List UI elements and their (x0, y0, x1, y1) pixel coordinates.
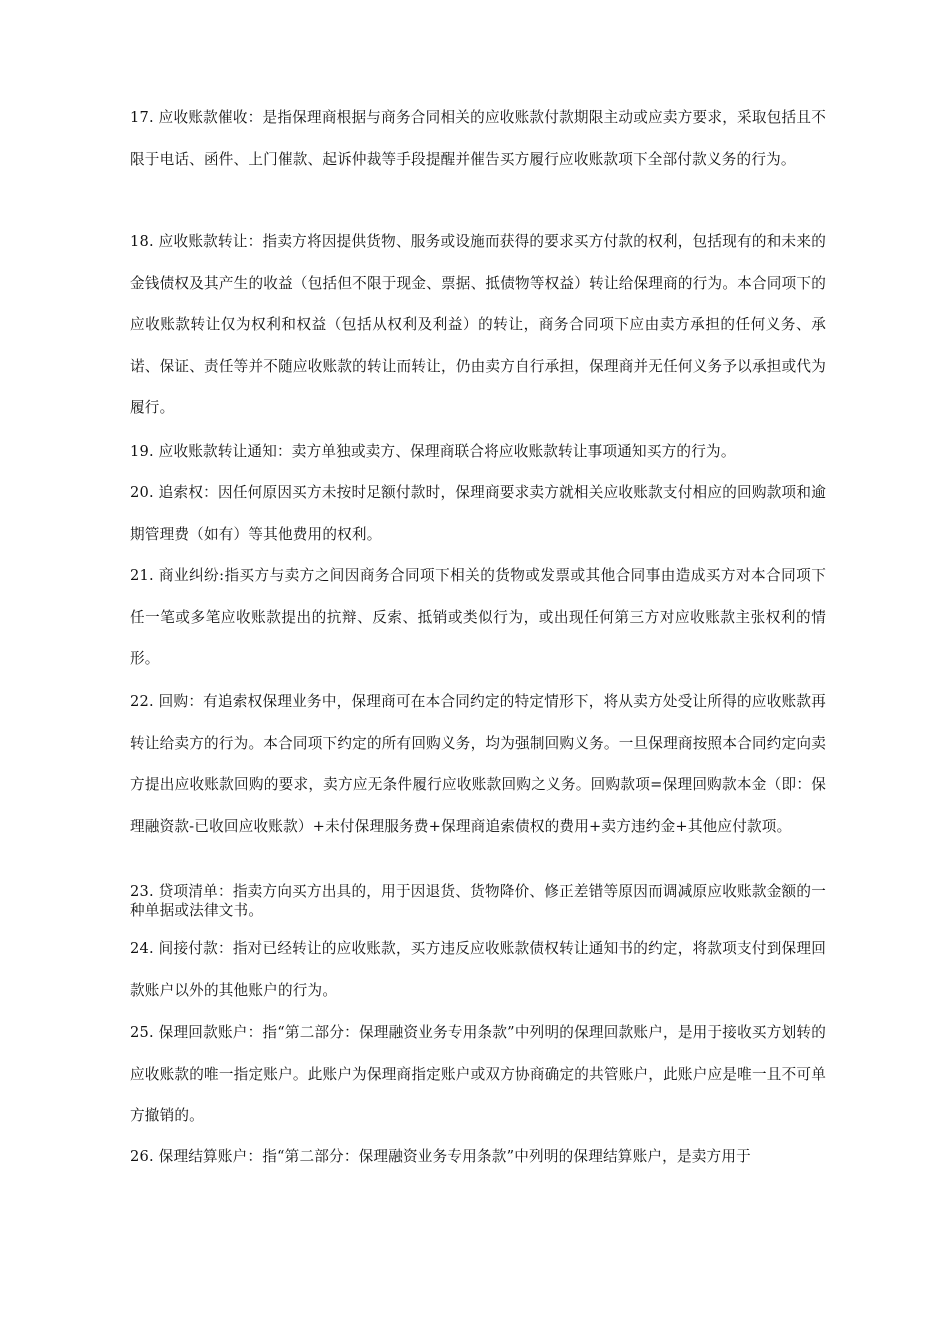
clause-21: 21. 商业纠纷:指买方与卖方之间因商务合同项下相关的货物或发票或其他合同事由造成买方对本合同项下任一笔或多笔应收账款提出的抗辩、反索、抵销或类似行为，或出现任何第三方对应收账款主张权利的情形。 (130, 567, 826, 667)
clause-20: 20. 追索权：因任何原因买方未按时足额付款时，保理商要求卖方就相关应收账款支付相应的回购款项和逾期管理费（如有）等其他费用的权利。 (130, 484, 826, 543)
clause-24: 24. 间接付款：指对已经转让的应收账款，买方违反应收账款债权转让通知书的约定，将款项支付到保理回款账户以外的其他账户的行为。 (130, 940, 826, 999)
clause-17: 17. 应收账款催收：是指保理商根据与商务合同相关的应收账款付款期限主动或应卖方要求，采取包括且不限于电话、函件、上门催款、起诉仲裁等手段提醒并催告买方履行应收账款项下全部付款义务的行为。 (130, 109, 826, 168)
clause-23: 23. 贷项清单：指卖方向买方出具的，用于因退货、货物降价、修正差错等原因而调减原应收账款金额的一种单据或法律文书。 (130, 883, 826, 919)
clause-19: 19. 应收账款转让通知：卖方单独或卖方、保理商联合将应收账款转让事项通知买方的行为。 (130, 443, 736, 460)
clause-18: 18. 应收账款转让：指卖方将因提供货物、服务或设施而获得的要求买方付款的权利，包括现有的和未来的金钱债权及其产生的收益（包括但不限于现金、票据、抵债物等权益）转让给保理商的行为。本合同项下的应收账款转让仅为权利和权益（包括从权利及利益）的转让，商务合同项下应由卖方承担的任何义务、承诺、保证、责任等并不随应收账款的转让而转让，仍由卖方自行承担，保理商并无任何义务予以承担或代为履行。 (130, 233, 826, 416)
clause-25: 25. 保理回款账户：指“第二部分：保理融资业务专用条款”中列明的保理回款账户，是用于接收买方划转的应收账款的唯一指定账户。此账户为保理商指定账户或双方协商确定的共管账户，此账户应是唯一且不可单方撤销的。 (130, 1024, 826, 1124)
clause-22: 22. 回购：有追索权保理业务中，保理商可在本合同约定的特定情形下，将从卖方处受让所得的应收账款再转让给卖方的行为。本合同项下约定的所有回购义务，均为强制回购义务。一旦保理商按照本合同约定向卖方提出应收账款回购的要求，卖方应无条件履行应收账款回购之义务。回购款项=保理回购款本金（即：保理融资款-已收回应收账款）+未付保理服务费+保理商追索债权的费用+卖方违约金+其他应付款项。 (130, 693, 826, 835)
clause-26: 26. 保理结算账户：指“第二部分：保理融资业务专用条款”中列明的保理结算账户，是卖方用于 (130, 1148, 751, 1165)
